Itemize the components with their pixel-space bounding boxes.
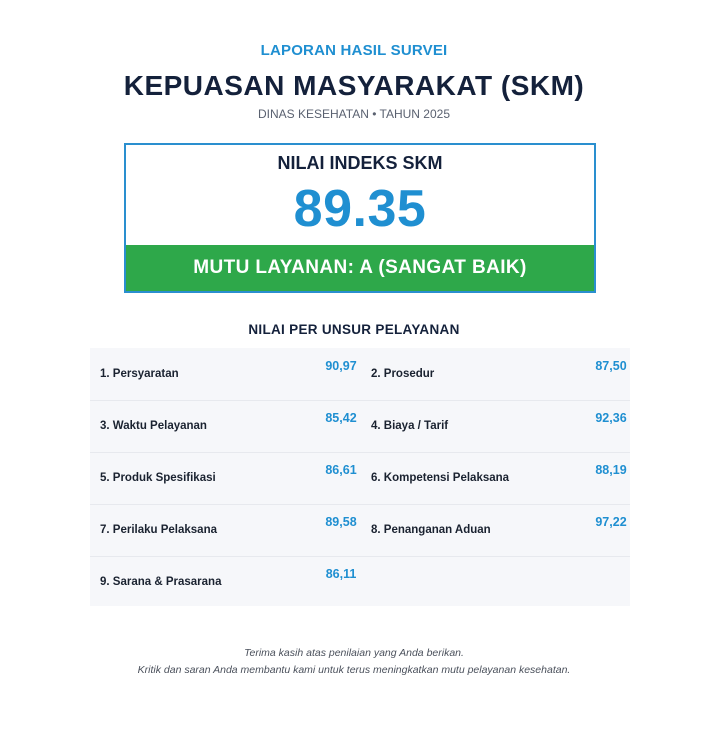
service-item-sarana-prasarana bbox=[90, 556, 360, 608]
service-item-value: 87,50 bbox=[595, 359, 627, 373]
service-item-kompetensi-pelaksana bbox=[361, 452, 630, 504]
service-item-value: 85,42 bbox=[325, 411, 357, 425]
index-value: 89.35 bbox=[293, 180, 427, 238]
footer-line-2: Kritik dan saran Anda membantu kami untuk terus meningkatkan mutu pelayanan kesehatan. bbox=[137, 664, 571, 676]
quality-badge: MUTU LAYANAN: A (SANGAT BAIK) bbox=[126, 245, 594, 291]
service-item-name: 5. Produk Spesifikasi bbox=[100, 472, 216, 484]
report-subtitle: DINAS KESEHATAN • TAHUN 2025 bbox=[257, 107, 451, 121]
service-item-waktu-pelayanan bbox=[90, 400, 360, 452]
service-item-value: 86,61 bbox=[325, 463, 357, 477]
service-item-perilaku-pelaksana bbox=[90, 504, 360, 556]
service-item-name: 6. Kompetensi Pelaksana bbox=[371, 472, 510, 484]
service-item-value: 92,36 bbox=[595, 411, 627, 425]
service-item-name: 8. Penanganan Aduan bbox=[371, 524, 491, 536]
service-item-name: 3. Waktu Pelayanan bbox=[100, 420, 207, 432]
service-item-value: 90,97 bbox=[325, 359, 357, 373]
service-item-prosedur bbox=[361, 348, 630, 400]
index-card bbox=[124, 143, 596, 293]
index-title: NILAI INDEKS SKM bbox=[277, 153, 443, 173]
service-item-name: 2. Prosedur bbox=[371, 368, 435, 380]
service-item-persyaratan bbox=[90, 348, 360, 400]
section-title: NILAI PER UNSUR PELAYANAN bbox=[248, 322, 460, 337]
service-item-value: 89,58 bbox=[325, 515, 357, 529]
service-element-grid bbox=[90, 348, 630, 606]
footer-line-1: Terima kasih atas penilaian yang Anda berikan. bbox=[244, 647, 464, 659]
service-item-biaya-tarif bbox=[361, 400, 630, 452]
report-label: LAPORAN HASIL SURVEI bbox=[260, 42, 448, 59]
service-item-value: 86,11 bbox=[325, 567, 357, 581]
service-item-value: 88,19 bbox=[595, 463, 627, 477]
service-item-name: 4. Biaya / Tarif bbox=[371, 420, 449, 432]
service-item-name: 9. Sarana & Prasarana bbox=[100, 576, 222, 588]
service-item-value: 97,22 bbox=[595, 515, 627, 529]
service-item-name: 7. Perilaku Pelaksana bbox=[100, 524, 217, 536]
service-item-penanganan-aduan bbox=[361, 504, 630, 556]
service-item-produk-spesifikasi bbox=[90, 452, 360, 504]
report-title: KEPUASAN MASYARAKAT (SKM) bbox=[123, 70, 585, 101]
service-item-name: 1. Persyaratan bbox=[100, 368, 179, 380]
footer-note bbox=[0, 645, 708, 679]
